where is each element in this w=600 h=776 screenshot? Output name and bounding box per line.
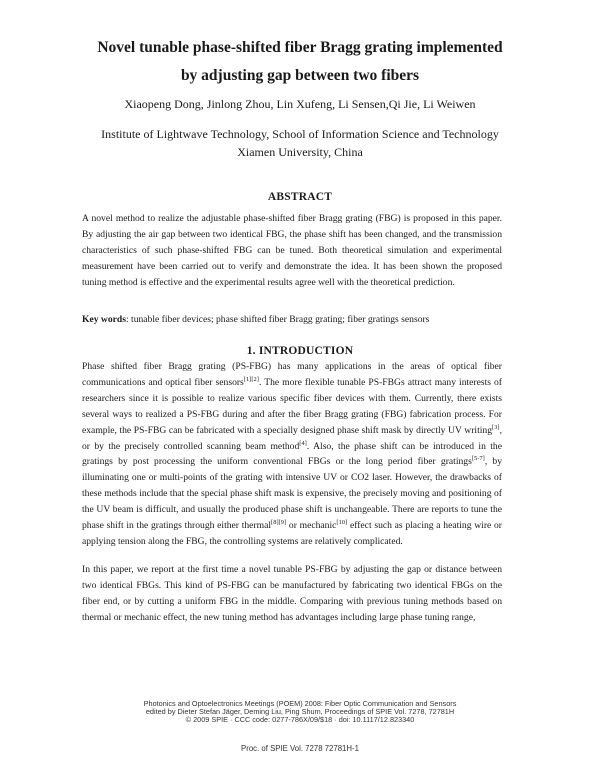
citation-ref: [5-7] [471, 455, 485, 463]
intro-p1-segment: . Also, the phase shift can be introduced in the gratings by post processing the uniform conventional FBGs or the long period fiber gratings [82, 440, 502, 468]
abstract-text: A novel method to realize the adjustable phase-shifted fiber Bragg grating (FBG) is proposed in this paper. By adjusting the air gap between two identical FBG, the phase shift has been changed, and the transmission characteristics of such phase-shifted FBG can be tuned. Both theoretical simulation and experimental measurement have been carried out to verify and demonstrate the idea. It has been shown the proposed tuning method is effective and the experimental results agree well with the theoretical prediction. [82, 213, 502, 288]
keywords-text: : tunable fiber devices; phase shifted fiber Bragg grating; fiber gratings sensors [125, 314, 430, 325]
intro-p1-segment: Phase shifted fiber Bragg grating (PS-FBG) has many applications in the areas of optical fiber communications and optical fiber sensors [82, 361, 502, 388]
keywords-line [82, 312, 502, 328]
intro-p1-segment: or mechanic [286, 520, 337, 532]
author-list: Xiaopeng Dong, Jinlong Zhou, Lin Xufeng, Li Sensen,Qi Jie, Li Weiwen [124, 97, 476, 111]
citation-ref: [10] [336, 518, 348, 526]
affiliation-line-2: Xiamen University, China [237, 145, 363, 159]
footer-editors-line: edited by Dieter Stefan Jäger, Deming Liu, Ping Shum, Proceedings of SPIE Vol. 7278, 72781H [145, 707, 455, 716]
page-number: Proc. of SPIE Vol. 7278 72781H-1 [241, 744, 359, 753]
citation-ref: [4] [299, 439, 307, 447]
introduction-paragraph-1 [82, 359, 502, 550]
keywords-label: Key words [82, 314, 126, 325]
citation-ref: [3] [492, 423, 500, 431]
paper-title-line-1: Novel tunable phase-shifted fiber Bragg grating implemented [97, 39, 503, 56]
intro-p1-segment: effect such as placing a heating wire or applying tension along the FBG, the controlling systems are relatively complicated. [82, 520, 503, 547]
citation-ref: [8][9] [271, 518, 287, 526]
footer-copyright-line: © 2009 SPIE · CCC code: 0277-786X/09/$18 · doi: 10.1117/12.823340 [185, 715, 415, 724]
intro-p1-segment: , or by the precisely controlled scanning beam method [82, 424, 502, 452]
paper-title-line-2: by adjusting gap between two fibers [180, 67, 420, 84]
citation-ref: [1][2] [243, 375, 259, 383]
affiliation-line-1: Institute of Lightwave Technology, School of Information Science and Technology [101, 127, 499, 141]
footer-proceedings-line: Photonics and Optoelectronics Meetings (POEM) 2008: Fiber Optic Communication and Sensors [143, 699, 457, 708]
introduction-heading: 1. INTRODUCTION [246, 345, 354, 357]
intro-p1-segment: . The more flexible tunable PS-FBGs attract many interests of researchers since it is possible to realize various specific fiber devices with them. Currently, there exists several ways to realized a PS-FBG during and after the fiber Bragg grating (FBG) fabrication process. For example, the PS-FBG can be fabricated with a specially designed phase shift mask by directly UV writing [82, 376, 503, 436]
intro-p1-segment: , by illuminating one or multi-points of the grating with intensive UV or CO2 laser. However, the drawbacks of these methods include that the special phase shift mask is expensive, the precisely moving and positioning of the UV beam is difficult, and usually the produced phase shift is unchangeable. There are reports to tune the phase shift in the gratings through either thermal [82, 456, 503, 532]
abstract-heading: ABSTRACT [267, 191, 333, 203]
introduction-paragraph-2: In this paper, we report at the first time a novel tunable PS-FBG by adjusting the gap or distance between two identical FBGs. This kind of PS-FBG can be manufactured by fabricating two identical FBGs on the fiber end, or by cutting a uniform FBG in the middle. Comparing with previous tuning methods based on thermal or mechanic effect, the new tuning method has advantages including large phase tuning range, [82, 564, 502, 623]
